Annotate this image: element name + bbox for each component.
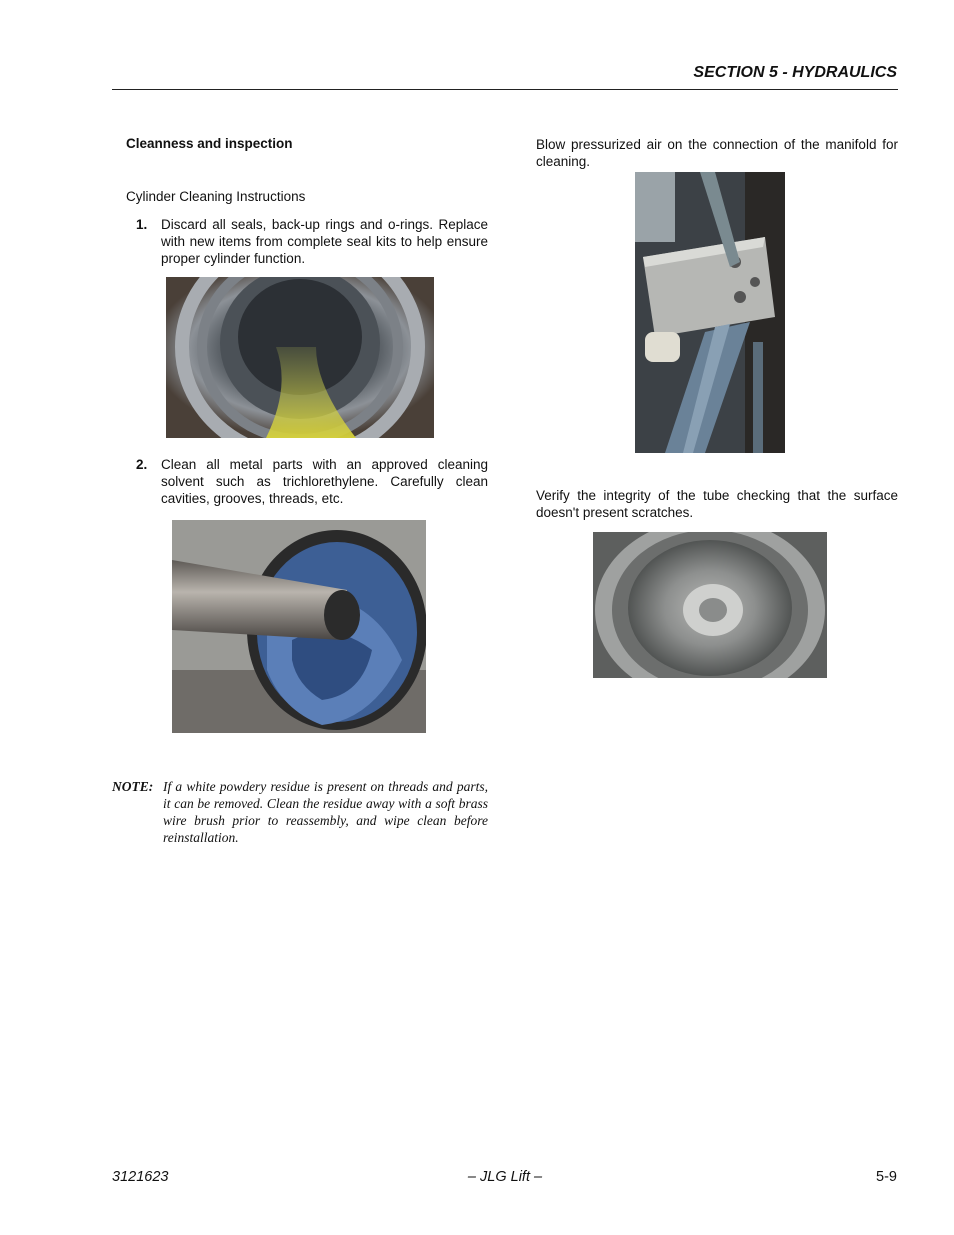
step-item [136,456,488,507]
tube-inspection-instruction: Verify the integrity of the tube checking that the surface doesn't present scratches. [536,488,898,520]
cylinder-bore-photo [166,277,434,438]
step-text: Clean all metal parts with an approved cleaning solvent such as trichlorethylene. Carefully clean cavities, grooves, threads, etc. [161,457,488,506]
step-text: Discard all seals, back-up rings and o-rings. Replace with new items from complete seal kits to help ensure proper cylinder function. [161,217,488,266]
step-item [136,216,488,267]
note-label: NOTE: [112,779,154,794]
step-number: 2. [136,457,148,472]
manifold-air-instruction: Blow pressurized air on the connection of the manifold for cleaning. [536,137,898,169]
note-block [112,778,488,846]
tube-inspection-photo [593,532,827,678]
page-number: 5-9 [876,1169,897,1185]
subheading: Cylinder Cleaning Instructions [126,189,306,204]
step-number: 1. [136,217,148,232]
document-number: 3121623 [112,1169,169,1185]
header-divider [112,89,898,90]
section-heading: Cleanness and inspection [126,136,293,151]
section-title: SECTION 5 - HYDRAULICS [693,64,897,81]
footer-brand: – JLG Lift – [467,1169,543,1185]
note-text: If a white powdery residue is present on threads and parts, it can be removed. Clean the residue away with a soft brass wire brush prior to reassembly, and wipe clean before reinstallation. [163,779,488,845]
manifold-air-photo [635,172,785,453]
cleaning-cylinder-photo [172,520,426,733]
